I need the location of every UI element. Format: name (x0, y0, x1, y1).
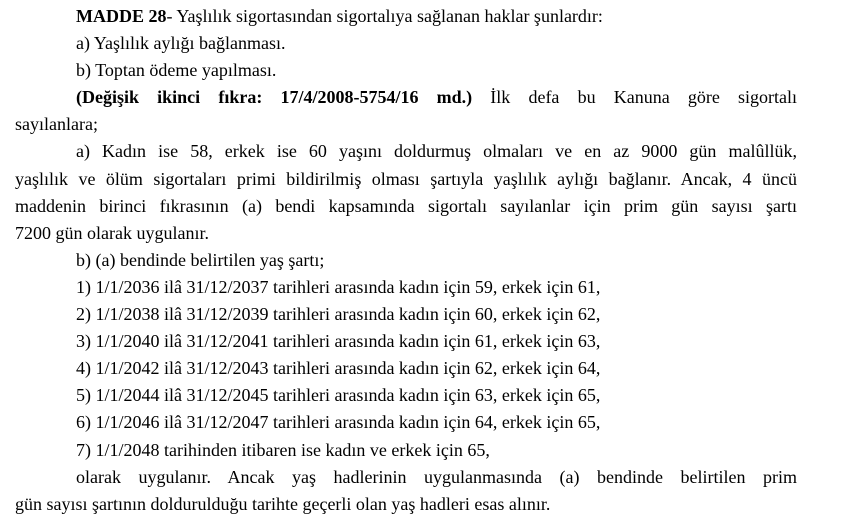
schedule-item: 7) 1/1/2048 tarihinden itibaren ise kadın ve erkek için 65, (76, 439, 490, 460)
schedule-item: 6) 1/1/2046 ilâ 31/12/2047 tarihleri arasında kadın için 64, erkek için 65, (76, 412, 601, 433)
article-heading-line (15, 3, 797, 30)
schedule-item: 2) 1/1/2038 ilâ 31/12/2039 tarihleri arasında kadın için 60, erkek için 62, (76, 304, 601, 325)
closing-line-1: olarak uygulanır. Ancak yaş hadlerinin uygulanmasında (a) bendinde belirtilen prim (76, 466, 797, 487)
amendment-note: (Değişik ikinci fıkra: 17/4/2008-5754/16 md.) (76, 87, 473, 108)
schedule-item: 5) 1/1/2044 ilâ 31/12/2045 tarihleri arasında kadın için 63, erkek için 65, (76, 385, 601, 406)
amendment-line (15, 84, 797, 111)
right-item-b: b) Toptan ödeme yapılması. (76, 60, 277, 81)
article-number: MADDE 28 (76, 6, 167, 26)
schedule-item: 3) 1/1/2040 ilâ 31/12/2041 tarihleri arasında kadın için 61, erkek için 63, (76, 331, 601, 352)
schedule-item: 1) 1/1/2036 ilâ 31/12/2037 tarihleri arasında kadın için 59, erkek için 61, (76, 276, 601, 297)
right-item-a: a) Yaşlılık aylığı bağlanması. (76, 33, 286, 54)
closing-line-2: gün sayısı şartının doldurulduğu tarihte geçerli olan yaş hadleri esas alınır. (15, 493, 551, 514)
amendment-continuation: sayılanlara; (15, 114, 98, 135)
para-a-line-1: a) Kadın ise 58, erkek ise 60 yaşını doldurmuş olmaları ve en az 9000 gün malûllük, (76, 141, 797, 162)
para-a-line-4: 7200 gün olarak uygulanır. (15, 222, 209, 243)
para-a-line-2: yaşlılık ve ölüm sigortaları primi bildirilmiş olması şartıyla yaşlılık aylığı bağlanır. Ancak, 4 üncü (15, 168, 797, 189)
schedule-item: 4) 1/1/2042 ilâ 31/12/2043 tarihleri arasında kadın için 62, erkek için 64, (76, 358, 601, 379)
para-b-intro: b) (a) bendinde belirtilen yaş şartı; (76, 249, 325, 270)
article-intro: - Yaşlılık sigortasından sigortalıya sağlanan haklar şunlardır: (166, 6, 603, 26)
para-a-line-3: maddenin birinci fıkrasının (a) bendi kapsamında sigortalı sayılanlar için prim gün sayısı şartı (15, 195, 797, 216)
amendment-text: İlk defa bu Kanuna göre sigortalı (472, 87, 798, 108)
law-article-text (15, 3, 797, 518)
